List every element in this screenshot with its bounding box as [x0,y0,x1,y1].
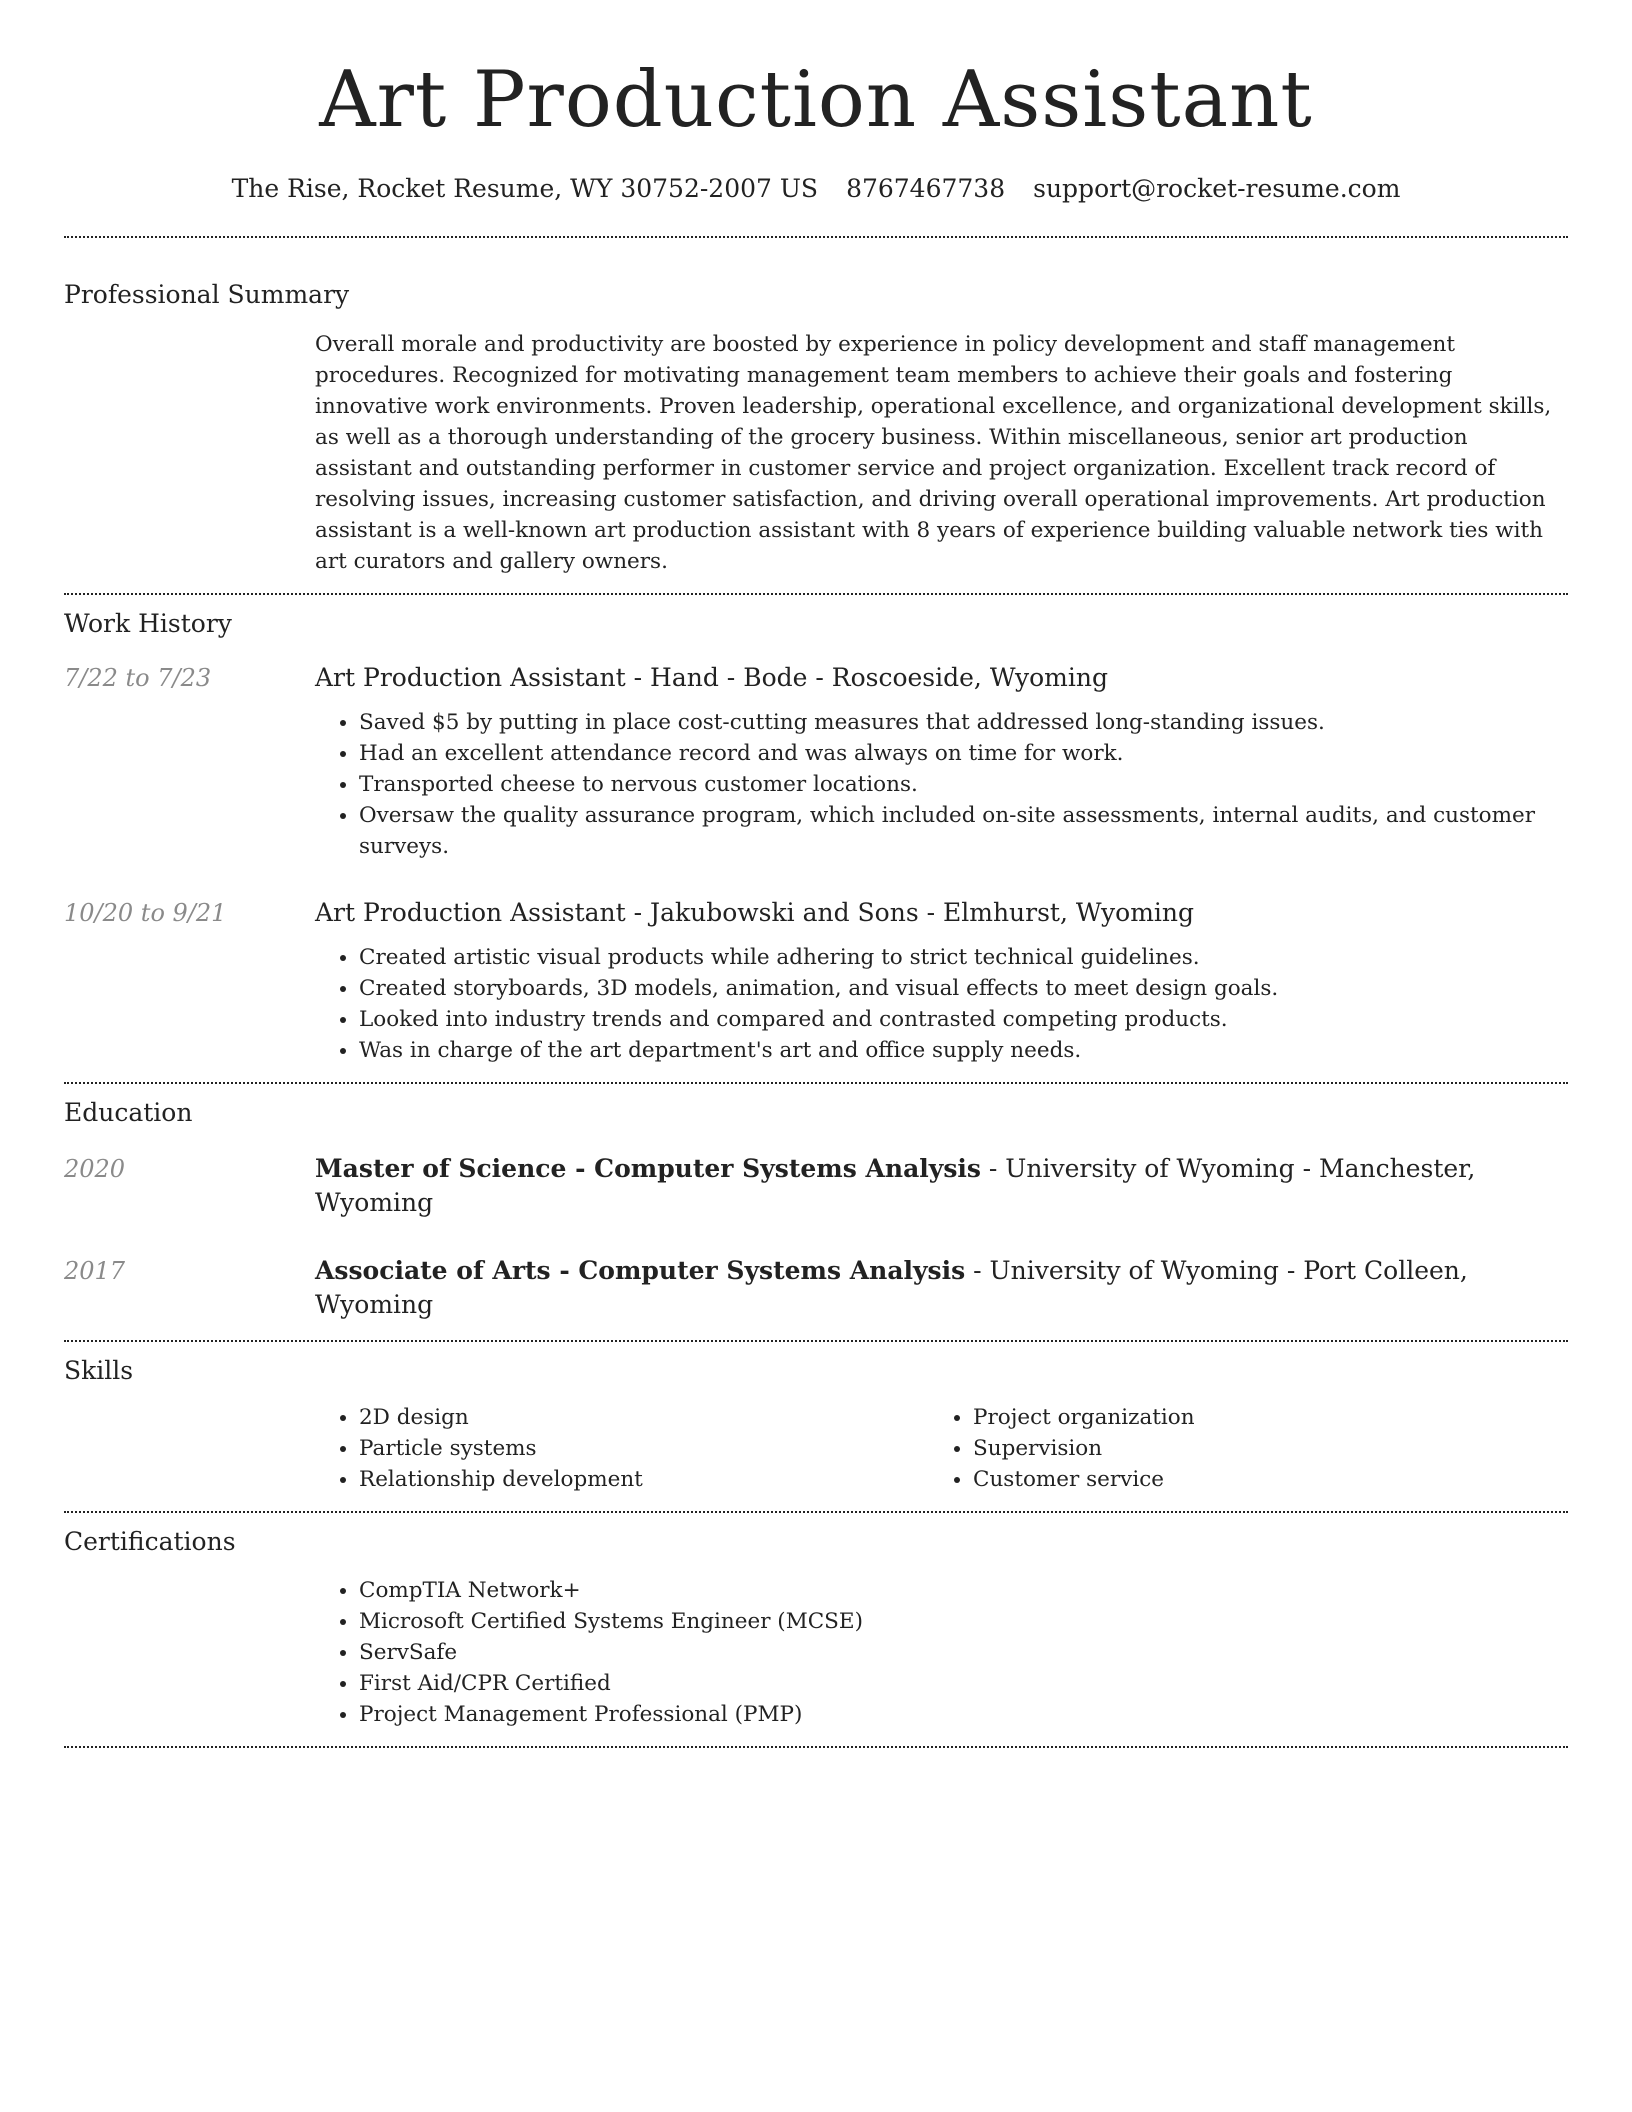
job-entry [64,896,1568,1066]
summary-text: Overall morale and productivity are boosted by experience in policy development and staff management procedures. Recognized for motivating management team members to achieve their goals and fostering innovative work environments. Proven leadership, operational excellence, and organizational development skills, as well as a thorough understanding of the grocery business. Within miscellaneous, senior art production assistant and outstanding performer in customer service and project organization. Excellent track record of resolving issues, increasing customer satisfaction, and driving overall operational improvements. Art production assistant is a well-known art production assistant with 8 years of experience building valuable network ties with art curators and gallery owners. [315,332,1552,574]
education-school: - University of Wyoming - Manchester, Wyoming [315,1154,1476,1217]
job-entry [64,661,1568,862]
job-bullet: • Was in charge of the art department's art and office supply needs. [359,1035,1568,1066]
education-year: 2020 [64,1155,126,1183]
certification-item: • ServSafe [359,1637,1568,1668]
section-divider [64,1746,1568,1748]
job-bullet: • Oversaw the quality assurance program, which included on-site assessments, internal audits, and customer surveys. [359,800,1568,862]
summary-title: Professional Summary [64,280,350,309]
certifications-list [315,1575,1568,1730]
job-bullet: • Transported cheese to nervous customer locations. [359,769,1568,800]
certification-item: • First Aid/CPR Certified [359,1668,1568,1699]
contact-phone: 8767467738 [846,174,1006,203]
resume-header [64,0,1568,206]
education-entry [64,1152,1568,1220]
skills-column-left [315,1402,929,1495]
skills-list [315,1402,929,1495]
education-school: - University of Wyoming - Port Colleen, Wyoming [315,1256,1468,1319]
contact-address: The Rise, Rocket Resume, WY 30752-2007 US [231,174,819,203]
certifications-title: Certifications [64,1527,236,1556]
job-dates: 7/22 to 7/23 [64,664,212,692]
skills-title: Skills [64,1356,134,1385]
education-year: 2017 [64,1257,126,1285]
summary-section [64,238,1568,577]
skill-item: • 2D design [359,1402,929,1433]
candidate-name: Art Production Assistant [319,55,1313,145]
work-history-section [64,595,1568,1066]
skill-item: • Particle systems [359,1433,929,1464]
skills-section [64,1342,1568,1495]
skill-item: • Supervision [973,1433,1543,1464]
job-bullet: • Created storyboards, 3D models, animation, and visual effects to meet design goals. [359,973,1568,1004]
skill-item: • Customer service [973,1464,1543,1495]
job-bullets [315,707,1568,862]
job-bullet: • Created artistic visual products while adhering to strict technical guidelines. [359,942,1568,973]
skills-list [929,1402,1543,1495]
job-heading: Art Production Assistant - Jakubowski and Sons - Elmhurst, Wyoming [315,898,1195,927]
certification-item: • Project Management Professional (PMP) [359,1699,1568,1730]
certification-item: • Microsoft Certified Systems Engineer (MCSE) [359,1606,1568,1637]
skill-item: • Project organization [973,1402,1543,1433]
education-entry [64,1254,1568,1322]
certifications-bullets [315,1575,1568,1730]
job-bullet: • Saved $5 by putting in place cost-cutting measures that addressed long-standing issues. [359,707,1568,738]
contact-email: support@rocket-resume.com [1033,174,1401,203]
certification-item: • CompTIA Network+ [359,1575,1568,1606]
education-title: Education [64,1098,193,1127]
job-bullet: • Had an excellent attendance record and was always on time for work. [359,738,1568,769]
education-degree: Associate of Arts - Computer Systems Analysis [315,1256,966,1285]
contact-line [64,172,1568,206]
skill-item: • Relationship development [359,1464,929,1495]
education-degree: Master of Science - Computer Systems Analysis [315,1154,981,1183]
skills-grid [315,1402,1568,1495]
job-dates: 10/20 to 9/21 [64,899,227,927]
education-section [64,1084,1568,1322]
job-bullet: • Looked into industry trends and compared and contrasted competing products. [359,1004,1568,1035]
skills-column-right [929,1402,1543,1495]
work-history-title: Work History [64,609,232,638]
job-heading: Art Production Assistant - Hand - Bode - Roscoeside, Wyoming [315,663,1108,692]
certifications-section [64,1513,1568,1730]
job-bullets [315,942,1568,1066]
